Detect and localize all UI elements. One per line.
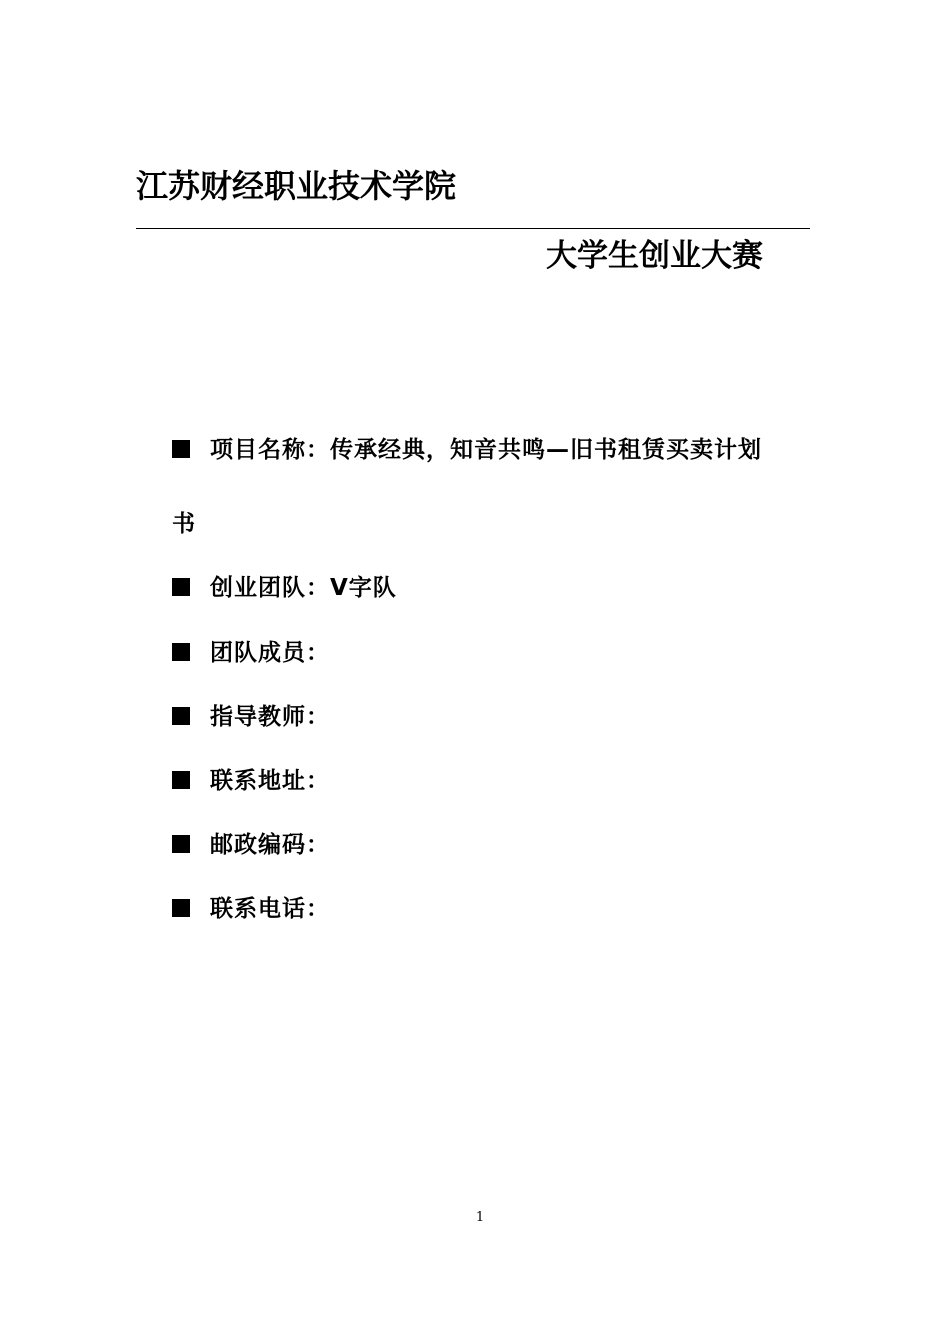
square-bullet-icon bbox=[172, 578, 190, 596]
info-item-advisor bbox=[172, 701, 330, 733]
info-item-project bbox=[172, 434, 762, 466]
square-bullet-icon bbox=[172, 440, 190, 458]
square-bullet-icon bbox=[172, 835, 190, 853]
info-item-postcode bbox=[172, 829, 330, 861]
project-name-continuation: 书 bbox=[172, 511, 195, 537]
phone-label: 联系电话： bbox=[210, 896, 330, 922]
square-bullet-icon bbox=[172, 771, 190, 789]
advisor-label: 指导教师： bbox=[210, 704, 330, 730]
school-name: 江苏财经职业技术学院 bbox=[136, 167, 457, 205]
project-name: 项目名称：传承经典，知音共鸣—旧书租赁买卖计划 bbox=[210, 437, 762, 463]
page-number: 1 bbox=[475, 1210, 485, 1225]
info-item-phone bbox=[172, 893, 330, 925]
square-bullet-icon bbox=[172, 899, 190, 917]
contest-name: 大学生创业大赛 bbox=[546, 238, 763, 274]
address-label: 联系地址： bbox=[210, 768, 330, 794]
square-bullet-icon bbox=[172, 707, 190, 725]
info-item-team bbox=[172, 572, 397, 604]
info-item-members bbox=[172, 637, 330, 669]
team-members-label: 团队成员： bbox=[210, 640, 330, 666]
team-name: 创业团队：V字队 bbox=[210, 575, 397, 601]
title-underline bbox=[136, 228, 810, 229]
postcode-label: 邮政编码： bbox=[210, 832, 330, 858]
square-bullet-icon bbox=[172, 643, 190, 661]
info-item-address bbox=[172, 765, 330, 797]
